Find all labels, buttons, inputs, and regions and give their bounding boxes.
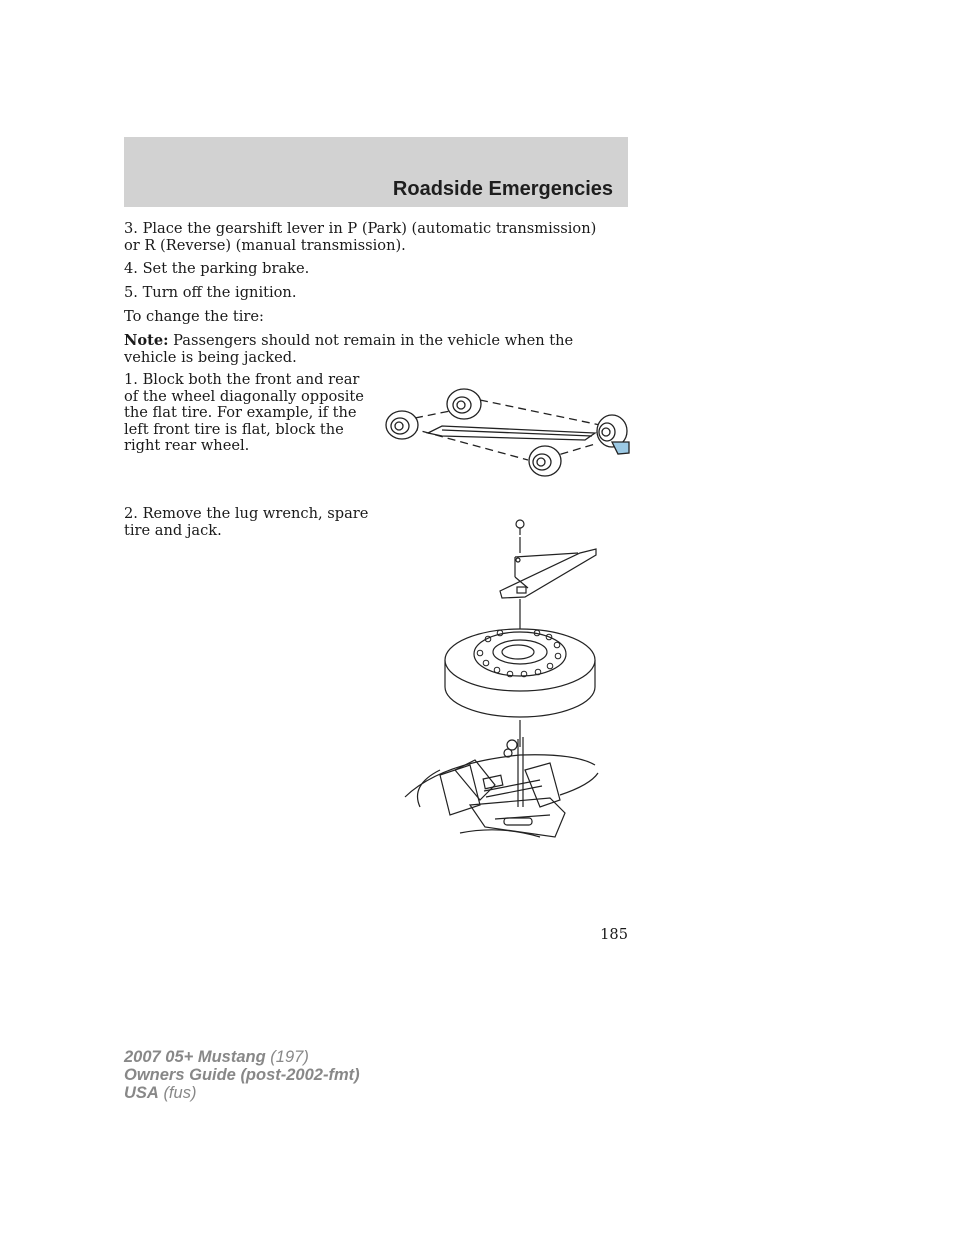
footer-market: USA <box>124 1084 159 1102</box>
block-wheel-step: 1. Block both the front and rear of the wheel diagonally opposite the flat tire. For example, if the left front tire is flat, block the right rear wheel. <box>124 371 364 454</box>
document-footer <box>124 1048 360 1102</box>
change-tire-intro: To change the tire: <box>124 308 264 325</box>
footer-line-1 <box>124 1048 360 1066</box>
step-5-text: 5. Turn off the ignition. <box>124 284 297 301</box>
section-title: Roadside Emergencies <box>392 178 613 200</box>
wheel-blocking-illustration <box>380 378 632 488</box>
step-4-text: 4. Set the parking brake. <box>124 260 310 277</box>
note-text: Passengers should not remain in the vehicle when the vehicle is being jacked. <box>124 332 574 366</box>
footer-model: 2007 05+ Mustang <box>124 1048 266 1066</box>
spare-tire-jack-illustration <box>400 515 602 840</box>
footer-model-code: (197) <box>270 1048 309 1066</box>
footer-market-code: (fus) <box>163 1084 197 1102</box>
remove-spare-step: 2. Remove the lug wrench, spare tire and jack. <box>124 505 369 539</box>
note-paragraph <box>124 333 614 366</box>
section-header-band <box>124 137 628 207</box>
page-number: 185 <box>600 926 628 943</box>
footer-line-3 <box>124 1084 360 1102</box>
footer-line-2: Owners Guide (post-2002-fmt) <box>124 1066 360 1084</box>
step-3-text: 3. Place the gearshift lever in P (Park) (automatic transmission) or R (Reverse) (manual transmission). <box>124 220 597 254</box>
note-label: Note: <box>124 332 169 349</box>
